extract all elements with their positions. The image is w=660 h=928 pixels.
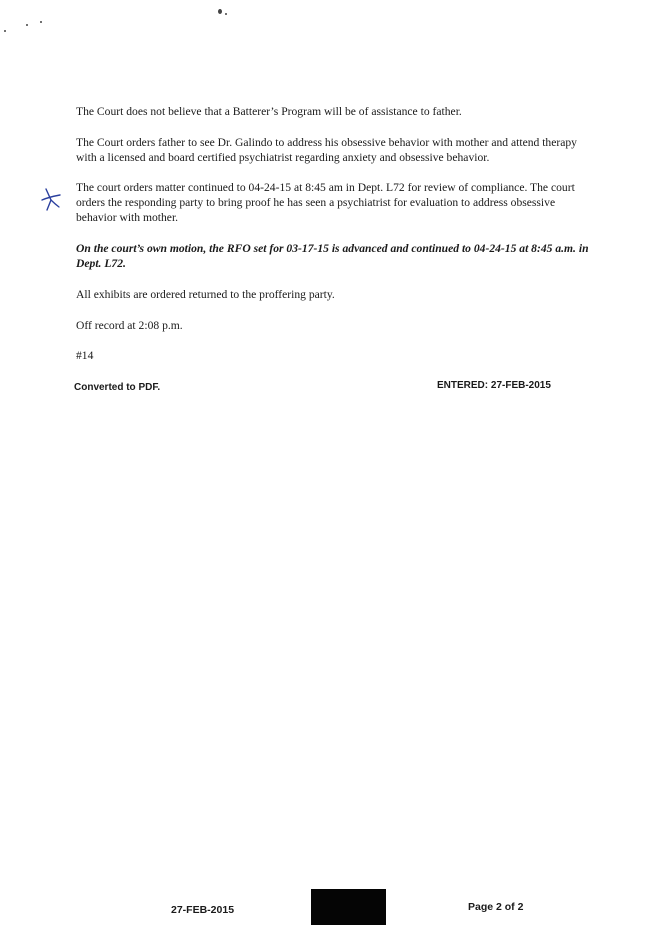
scan-speck [26, 24, 28, 26]
handwritten-asterisk-icon [40, 186, 64, 212]
paragraph-exhibits-returned: All exhibits are ordered returned to the proffering party. [76, 288, 335, 301]
converted-status: Converted to PDF. [74, 382, 161, 393]
paragraph-item-number: #14 [76, 349, 94, 362]
paragraph-therapy-order: The Court orders father to see Dr. Galindo to address his obsessive behavior with mother and attend therapy with a licensed and board certified psychiatrist regarding anxiety and obsessive behavior. [76, 136, 577, 164]
footer-page-number: Page 2 of 2 [468, 901, 524, 913]
footer-date: 27-FEB-2015 [171, 904, 235, 916]
scan-speck [40, 21, 42, 23]
paragraph-continuance-order: The court orders matter continued to 04-24-15 at 8:45 am in Dept. L72 for review of compliance. The court orders the responding party to bring proof he has seen a psychiatrist for evaluation to address obsessive behavior with mother. [76, 181, 575, 224]
paragraph-rfo-advanced: On the court’s own motion, the RFO set for 03-17-15 is advanced and continued to 04-24-15 at 8:45 a.m. in Dept. L72. [76, 242, 589, 270]
entered-status: ENTERED: 27-FEB-2015 [437, 380, 551, 391]
paragraph-off-record: Off record at 2:08 p.m. [76, 319, 183, 332]
redaction-box [311, 889, 386, 925]
scan-speck [225, 13, 227, 15]
scan-speck [218, 9, 222, 14]
paragraph-batterers-program: The Court does not believe that a Batterer’s Program will be of assistance to father. [76, 105, 462, 118]
scan-speck [4, 30, 6, 32]
